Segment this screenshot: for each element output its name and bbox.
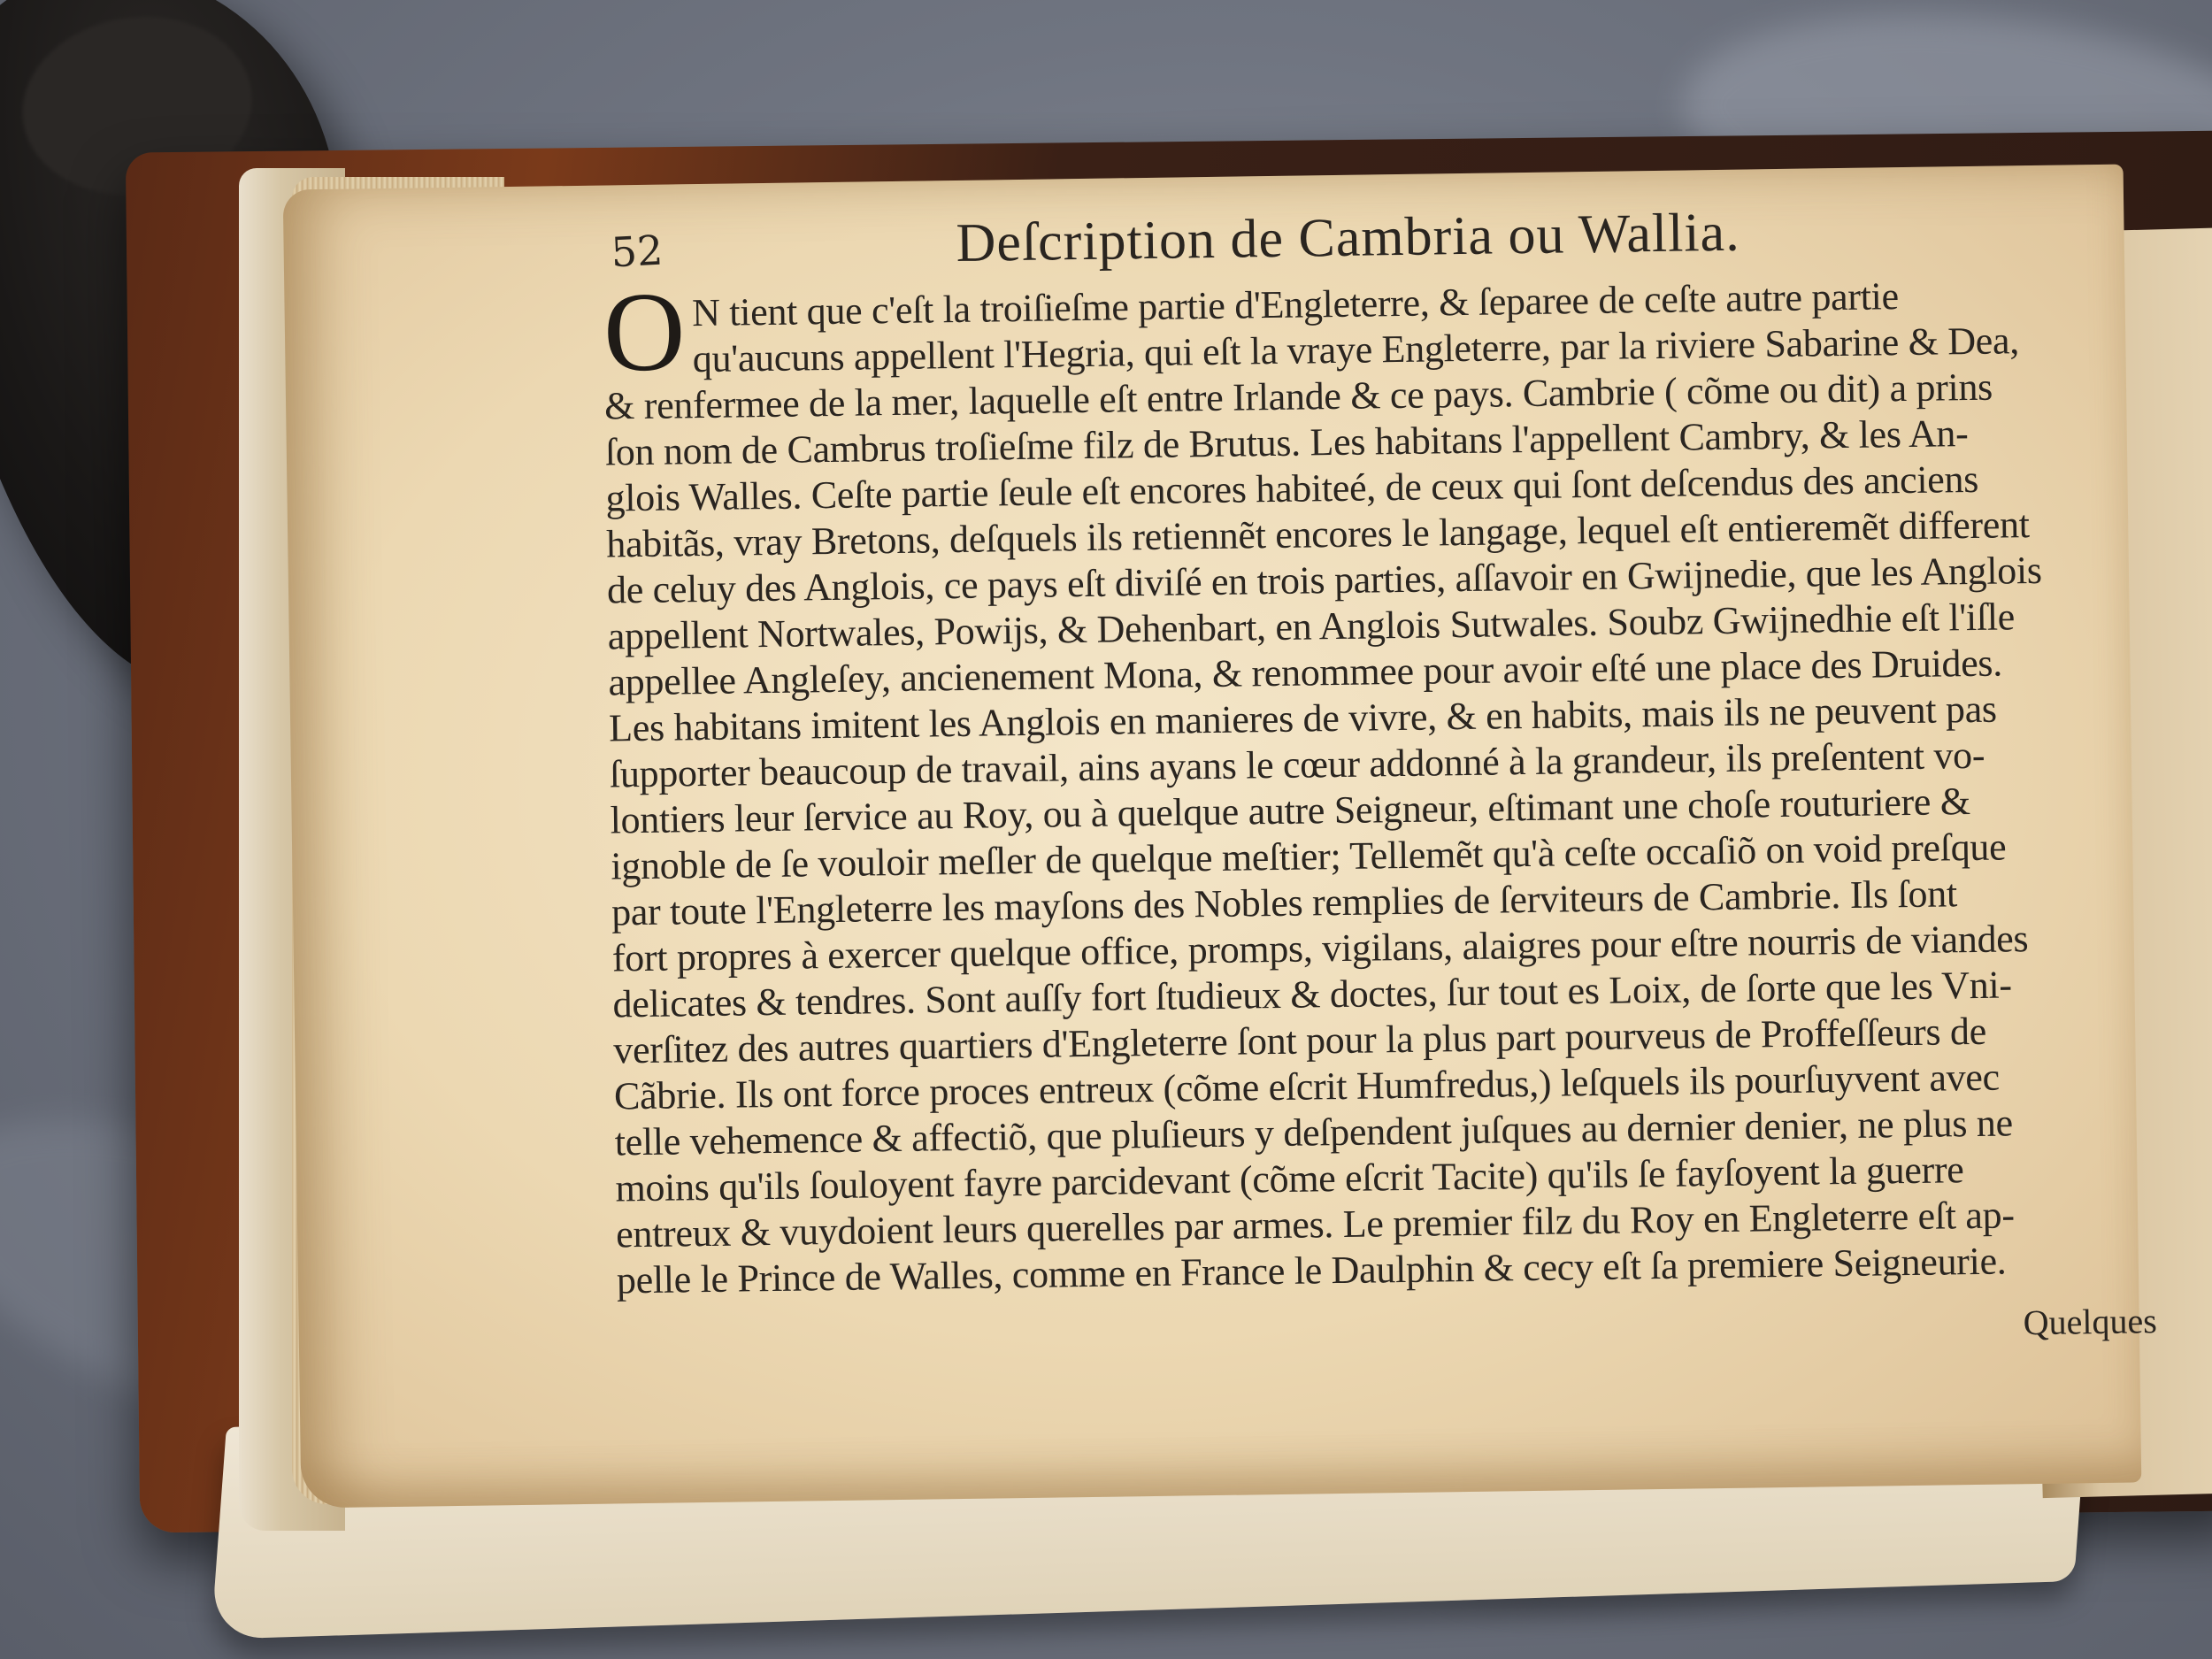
text-line: glois Walles. Ceſte partie ſeule eſt encores habiteé, de ceux qui ſont deſcendus des anciens (605, 457, 1979, 520)
text-line: habitãs, vray Bretons, deſquels ils retiennẽt encores le langage, lequel eſt entieremẽt different (605, 503, 2030, 566)
text-line: telle vehemence & affectiõ, que pluſieurs y deſpendent juſques au dernier denier, ne plus ne (614, 1101, 2014, 1164)
text-line: ſon nom de Cambrus troſieſme filz de Brutus. Les habitans l'appellent Cambry, & les An- (604, 411, 1969, 474)
text-line: delicates & tendres. Sont auſſy fort ſtudieux & doctes, ſur tout es Loix, de ſorte que les Vni- (612, 963, 2013, 1026)
text-line: de celuy des Anglois, ce pays eſt diviſé en trois parties, aſſavoir en Gwijnedie, que les Anglois (606, 548, 2042, 612)
text-block (602, 190, 2157, 1374)
text-line: Les habitans imitent les Anglois en manieres de vivre, & en habits, mais ils ne peuvent pas (608, 687, 1998, 750)
text-line: Cãbrie. Ils ont force proces entreux (cõme eſcrit Humfredus,) leſquels ils pourſuyvent avec (613, 1055, 2001, 1118)
text-line: ignoble de ſe vouloir meſler de quelque meſtier; Tellemẽt qu'à ceſte occaſiõ on void preſque (611, 825, 2007, 888)
book-page (283, 165, 2158, 1509)
text-line: par toute l'Engleterre les mayſons des Nobles remplies de ſerviteurs de Cambrie. Ils ſont (611, 872, 1958, 934)
text-line: pelle le Prince de Walles, comme en France le Daulphin & cecy eſt ſa premiere Seigneurie. (616, 1239, 2007, 1302)
drop-initial: O (602, 268, 687, 396)
page-header (602, 190, 2142, 282)
text-line: qu'aucuns appellent l'Hegria, qui eſt la vraye Engleterre, par la riviere Sabarine & Dea, (692, 319, 2020, 381)
text-line: N tient que c'eſt la troiſieſme partie d'Engleterre, & ſeparee de ceſte autre partie (691, 274, 1900, 335)
text-line: entreux & vuydoient leurs querelles par armes. Le premier filz du Roy en Engleterre eſt ap- (615, 1193, 2015, 1256)
text-line: moins qu'ils ſouloyent fayre parcidevant (cõme eſcrit Tacite) qu'ils ſe fayſoyent la guerre (615, 1148, 1964, 1210)
text-line: ſupporter beaucoup de travail, ains ayans le cœur addonné à la grandeur, ils preſentent vo- (609, 733, 1985, 796)
text-line: fort propres à exercer quelque office, promps, vigilans, alaigres pour eſtre nourris de viandes (611, 917, 2029, 980)
page-number: 52 (610, 226, 664, 277)
text-line: verſitez des autres quartiers d'Engleterre ſont pour la plus part pourveus de Proffeſſeurs de (612, 1009, 1987, 1072)
text-line: appellee Angleſey, ancienement Mona, & renommee pour avoir eſté une place des Druides. (608, 641, 2003, 704)
text-line: & renfermee de la mer, laquelle eſt entre Irlande & ce pays. Cambrie ( cõme ou dit) a prins (603, 365, 1993, 428)
text-line: appellent Nortwales, Powijs, & Dehenbart, en Anglois Sutwales. Soubz Gwijnedhie eſt l'iſle (607, 595, 2016, 658)
running-title: Deſcription de Cambria ou Wallia. (956, 202, 1741, 273)
text-line: lontiers leur ſervice au Roy, ou à quelque autre Seigneur, eſtimant une choſe routuriere & (610, 780, 1971, 842)
body-text (603, 270, 2156, 1303)
catchword: Quelques (2023, 1301, 2158, 1343)
